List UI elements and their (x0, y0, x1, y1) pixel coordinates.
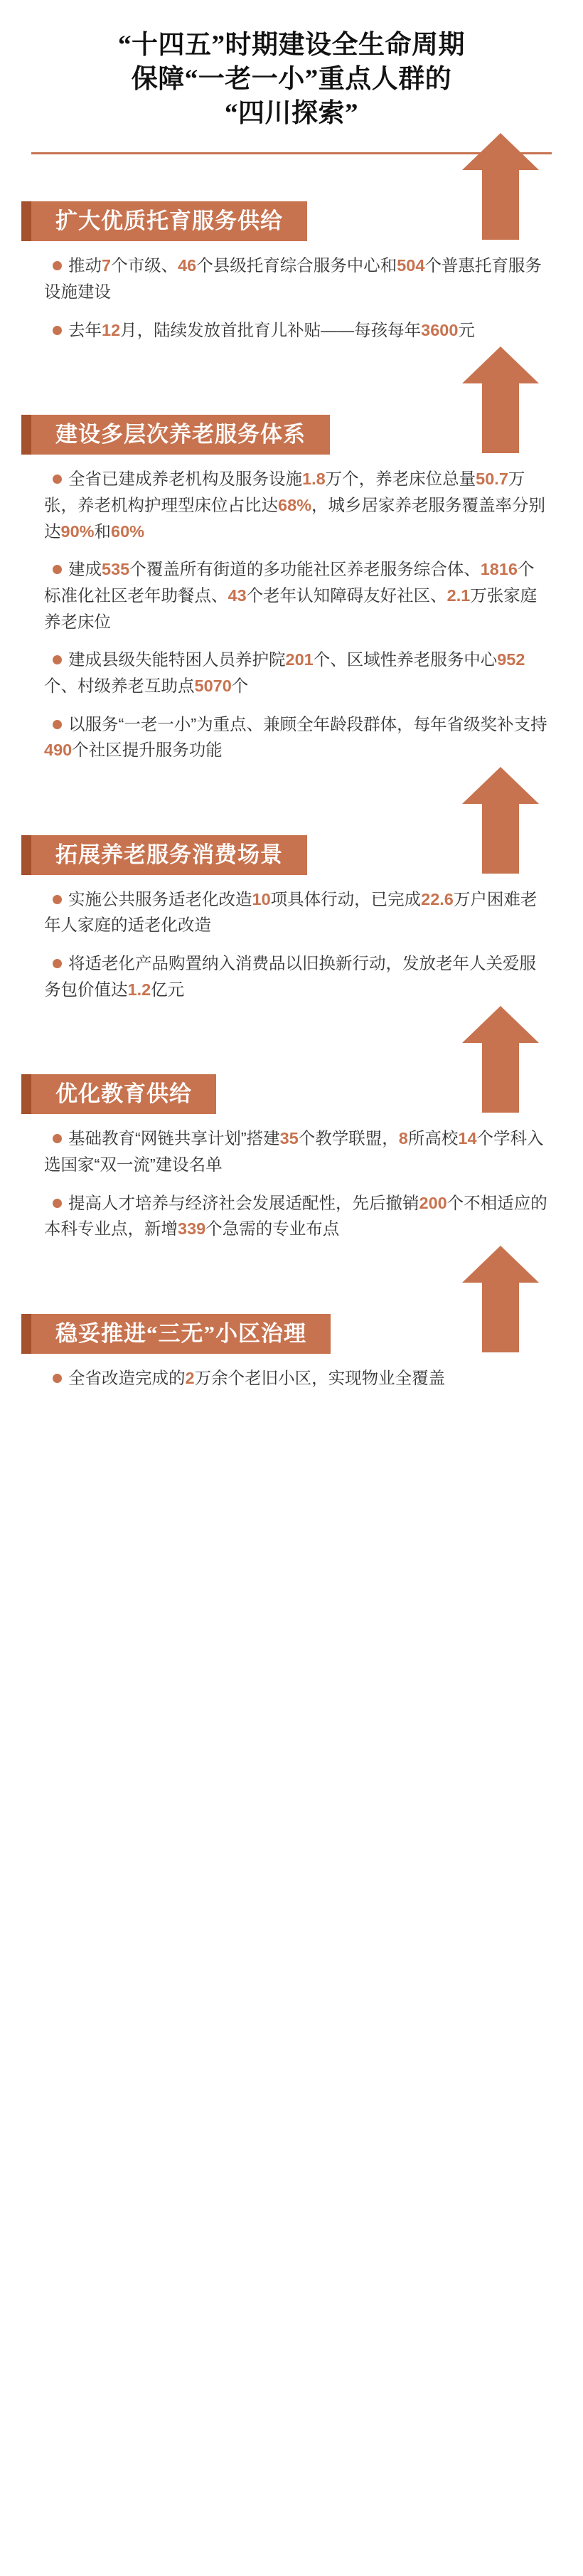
highlight-number: 2.1 (446, 585, 471, 605)
bullet-text: 建成县级失能特困人员养护院 (68, 650, 286, 669)
bullet-text: 万户困难老年人家庭的适老化改造 (44, 889, 537, 935)
highlight-number: 490 (44, 741, 73, 760)
bullet-dot-icon (53, 655, 62, 664)
bullet-text: 个标准化社区老年助餐点、 (44, 560, 535, 605)
bullet-text: 个普惠托育服务设施建设 (44, 256, 542, 301)
bullet-dot-icon (53, 261, 62, 270)
bullet-text: 个教学联盟， (298, 1129, 399, 1148)
bullet-text: 所高校 (407, 1129, 459, 1148)
bullet-item (44, 1190, 547, 1242)
bullet-item (44, 466, 547, 544)
bullet-item (44, 1125, 547, 1177)
bullet-item (44, 950, 547, 1002)
section-heading: 拓展养老服务消费场景 (31, 835, 307, 875)
highlight-number: 1816 (480, 560, 518, 579)
bullet-text: 元 (458, 320, 475, 339)
bullet-item (44, 1365, 547, 1392)
title-line-2: 保障“一老一小”重点人群的 (131, 65, 452, 95)
bullet-dot-icon (53, 475, 62, 484)
bullet-item (44, 253, 547, 304)
section-spacer (31, 1404, 552, 1416)
section-heading-row (31, 1314, 552, 1354)
bullet-text: 万张，养老机构护理型床位占比达 (44, 470, 525, 514)
bullet-dot-icon (53, 895, 62, 904)
bullet-dot-icon (53, 1199, 62, 1208)
bullet-list (31, 886, 552, 1003)
bullet-item (44, 556, 547, 635)
bullet-text: 个县级托育综合服务中心和 (196, 256, 397, 275)
bullet-text: 建成 (68, 560, 102, 579)
arrow-head (462, 1006, 539, 1043)
bullet-text: 万余个老旧小区，实现物业全覆盖 (194, 1369, 446, 1388)
bullet-dot-icon (53, 1134, 62, 1143)
highlight-number: 2 (185, 1369, 195, 1388)
bullet-text: 亿元 (151, 980, 185, 999)
bullet-text: 将适老化产品购置纳入消费品以旧换新行动，发放老年人关爱服务包价值达 (44, 954, 536, 999)
bullet-text: 全省已建成养老机构及服务设施 (68, 470, 302, 489)
bullet-text: 个不相适应的本科专业点，新增 (44, 1193, 547, 1239)
bullet-text: 个急需的专业布点 (205, 1219, 340, 1239)
bullet-text: 个社区提升服务功能 (72, 741, 223, 760)
bullet-item (44, 317, 547, 344)
bullet-text: 个市级、 (111, 256, 178, 275)
highlight-number: 68% (278, 495, 312, 514)
highlight-number: 22.6 (421, 889, 454, 908)
bullet-dot-icon (53, 720, 62, 729)
arrow-head (462, 767, 539, 804)
title-line-1: “十四五”时期建设全生命周期 (118, 31, 465, 60)
highlight-number: 46 (178, 256, 197, 275)
section (31, 1027, 552, 1267)
section-heading: 优化教育供给 (31, 1074, 216, 1114)
title-line-3: “四川探索” (225, 99, 358, 129)
bullet-text: 推动 (68, 256, 102, 275)
arrow-head (462, 1246, 539, 1283)
highlight-number: 535 (102, 560, 130, 579)
highlight-number: 8 (398, 1129, 408, 1148)
bullet-dot-icon (53, 959, 62, 968)
bullet-text: 基础教育“网链共享计划”搭建 (68, 1129, 280, 1148)
bullet-text: 个、区域性养老服务中心 (313, 650, 498, 669)
section-heading: 建设多层次养老服务体系 (31, 415, 330, 455)
bullet-text: 万个，养老床位总量 (325, 470, 476, 489)
section-heading: 稳妥推进“三无”小区治理 (31, 1314, 331, 1354)
sections-container (31, 154, 552, 1416)
highlight-number: 35 (279, 1129, 299, 1148)
bullet-item (44, 711, 547, 763)
bullet-text: 个、村级养老互助点 (44, 676, 195, 695)
highlight-number: 7 (102, 256, 112, 275)
section (31, 788, 552, 1028)
bullet-text: 项具体行动，已完成 (270, 889, 422, 908)
highlight-number: 339 (178, 1219, 206, 1239)
page-title (31, 28, 552, 131)
bullet-dot-icon (53, 326, 62, 335)
bullet-list (31, 466, 552, 763)
bullet-text: ，城乡居家养老服务覆盖率分别达 (44, 495, 546, 541)
highlight-number: 43 (228, 585, 247, 605)
bullet-text: 个学科入选国家“双一流”建设名单 (44, 1129, 544, 1175)
bullet-text: 实施公共服务适老化改造 (68, 889, 252, 908)
highlight-number: 3600 (421, 320, 459, 339)
highlight-number: 14 (458, 1129, 477, 1148)
section (31, 154, 552, 368)
bullet-dot-icon (53, 1374, 62, 1383)
section-heading-row (31, 201, 552, 241)
bullet-text: 提高人才培养与经济社会发展适配性，先后撤销 (68, 1193, 419, 1212)
bullet-list (31, 1125, 552, 1242)
bullet-item (44, 647, 547, 699)
highlight-number: 10 (252, 889, 271, 908)
highlight-number: 200 (419, 1193, 447, 1212)
bullet-dot-icon (53, 565, 62, 574)
highlight-number: 1.2 (127, 980, 151, 999)
bullet-text: 个覆盖所有街道的多功能社区养老服务综合体、 (129, 560, 481, 579)
section-heading-row (31, 1074, 552, 1114)
bullet-text: 和 (94, 521, 112, 541)
section (31, 368, 552, 788)
highlight-number: 5070 (194, 676, 232, 695)
bullet-list (31, 253, 552, 343)
arrow-head (462, 133, 539, 170)
bullet-text: 月，陆续发放首批育儿补贴——每孩每年 (120, 320, 422, 339)
bullet-item (44, 886, 547, 938)
highlight-number: 12 (102, 320, 121, 339)
section-heading: 扩大优质托育服务供给 (31, 201, 307, 241)
bullet-text: 去年 (68, 320, 102, 339)
bullet-text: 个 (231, 676, 249, 695)
section-heading-row (31, 415, 552, 455)
bullet-text: 个老年认知障碍友好社区、 (246, 585, 447, 605)
bullet-text: 以服务“一老一小”为重点、兼顾全年龄段群体，每年省级奖补支持 (68, 714, 547, 733)
section (31, 1267, 552, 1416)
highlight-number: 90% (60, 521, 95, 541)
section-heading-row (31, 835, 552, 875)
bullet-text: 全省改造完成的 (68, 1369, 186, 1388)
arrow-head (462, 346, 539, 383)
highlight-number: 50.7 (476, 470, 508, 489)
highlight-number: 60% (111, 521, 145, 541)
bullet-list (31, 1365, 552, 1392)
highlight-number: 504 (397, 256, 425, 275)
bullet-text: 万张家庭养老床位 (44, 585, 537, 631)
highlight-number: 952 (497, 650, 525, 669)
highlight-number: 201 (285, 650, 314, 669)
highlight-number: 1.8 (302, 470, 326, 489)
